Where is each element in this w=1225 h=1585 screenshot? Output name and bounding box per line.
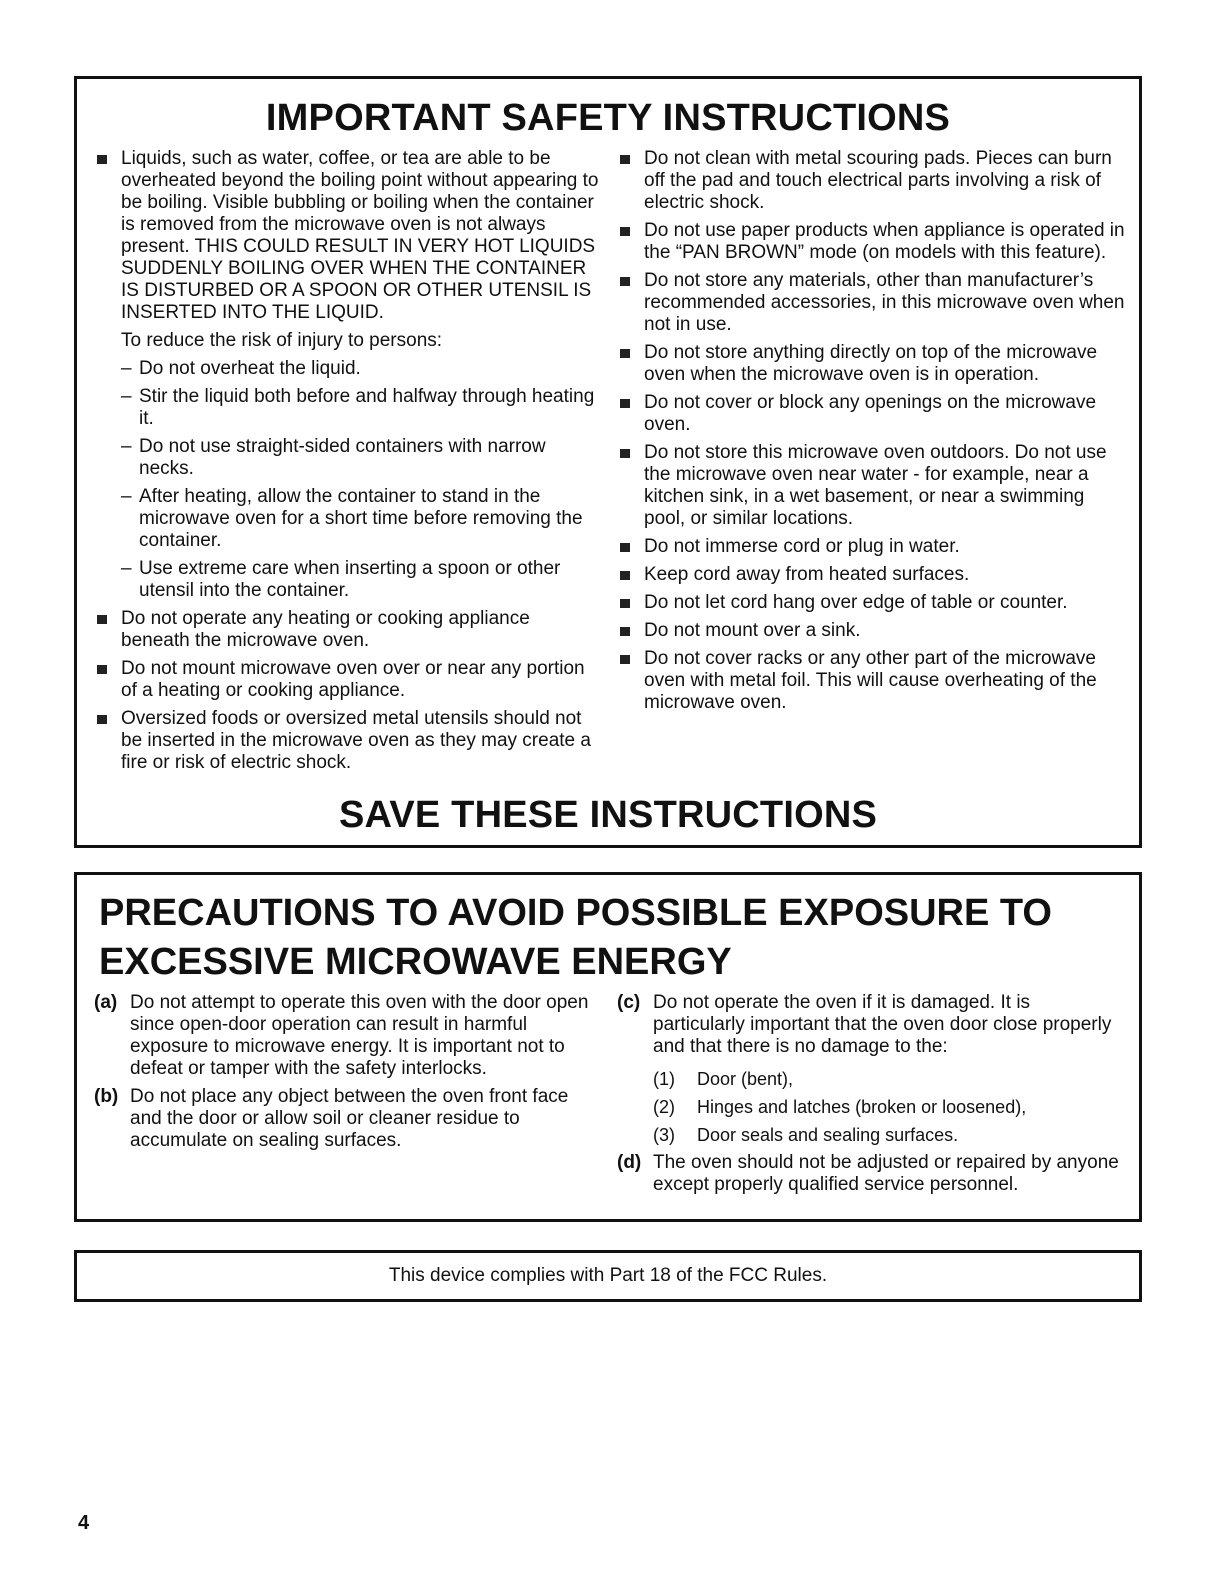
- safety-instructions-box: [74, 76, 1142, 848]
- precaution-item-c: (c) Do not operate the oven if it is damaged. It is particularly important that the oven door close properly and that there is no damage to the:: [617, 992, 1112, 1057]
- list-item: Do not use paper products when appliance is operated in the “PAN BROWN” mode (on models with this feature).: [617, 220, 1127, 264]
- list-item: Liquids, such as water, coffee, or tea are able to be overheated beyond the boiling point without appearing to be boiling. Visible bubbling or boiling when the container is removed from the microwave oven is not always present. THIS COULD RESULT IN VERY HOT LIQUIDS SUDDENLY BOILING OVER WHEN THE CONTAINER IS DISTURBED OR A SPOON OR OTHER UTENSIL IS INSERTED INTO THE LIQUID.: [94, 148, 599, 324]
- list-item: Do not mount over a sink.: [617, 620, 1127, 642]
- square-bullet-icon: [620, 599, 630, 608]
- fcc-notice-text: This device complies with Part 18 of the FCC Rules.: [388, 1265, 828, 1286]
- square-bullet-icon: [620, 227, 630, 236]
- square-bullet-icon: [97, 715, 107, 724]
- list-item: Do not store this microwave oven outdoors. Do not use the microwave oven near water - for example, near a kitchen sink, in a wet basement, or near a swimming pool, or similar locations.: [617, 442, 1127, 530]
- square-bullet-icon: [620, 399, 630, 408]
- dash-item: – Do not use straight-sided containers with narrow necks.: [121, 436, 546, 479]
- list-item: Do not immerse cord or plug in water.: [617, 536, 1127, 558]
- dash-item: – Do not overheat the liquid.: [121, 358, 361, 379]
- precautions-left-column: [94, 992, 594, 1158]
- damage-sub-item: (2) Hinges and latches (broken or loosened),: [653, 1097, 1027, 1117]
- square-bullet-icon: [620, 627, 630, 636]
- square-bullet-icon: [97, 615, 107, 624]
- list-item: Keep cord away from heated surfaces.: [617, 564, 1127, 586]
- list-item: Do not store any materials, other than manufacturer’s recommended accessories, in this microwave oven when not in use.: [617, 270, 1127, 336]
- precaution-item-a: (a) Do not attempt to operate this oven with the door open since open-door operation can result in harmful exposure to microwave energy. It is important not to defeat or tamper with the safety interlocks.: [94, 992, 589, 1079]
- save-instructions-title: SAVE THESE INSTRUCTIONS: [338, 794, 878, 836]
- precautions-box: [74, 872, 1142, 1222]
- list-item: Do not clean with metal scouring pads. Pieces can burn off the pad and touch electrical parts involving a risk of electric shock.: [617, 148, 1127, 214]
- page-number: 4: [78, 1512, 90, 1534]
- reduce-risk-text: To reduce the risk of injury to persons:: [121, 330, 443, 351]
- list-item: Do not cover or block any openings on the microwave oven.: [617, 392, 1127, 436]
- square-bullet-icon: [620, 571, 630, 580]
- precaution-item-d: (d) The oven should not be adjusted or repaired by anyone except properly qualified service personnel.: [617, 1152, 1119, 1195]
- safety-right-column: [617, 148, 1127, 720]
- precaution-item-b: (b) Do not place any object between the oven front face and the door or allow soil or cleaner residue to accumulate on sealing surfaces.: [94, 1086, 569, 1151]
- list-item: Do not operate any heating or cooking appliance beneath the microwave oven.: [94, 608, 599, 652]
- square-bullet-icon: [620, 155, 630, 164]
- square-bullet-icon: [620, 449, 630, 458]
- dash-item: – Use extreme care when inserting a spoon or other utensil into the container.: [121, 558, 561, 601]
- square-bullet-icon: [620, 543, 630, 552]
- square-bullet-icon: [620, 349, 630, 358]
- safety-title: IMPORTANT SAFETY INSTRUCTIONS: [265, 97, 951, 139]
- damage-sub-item: (1) Door (bent),: [653, 1069, 794, 1089]
- dash-item: – After heating, allow the container to stand in the microwave oven for a short time before removing the container.: [121, 486, 583, 551]
- square-bullet-icon: [620, 655, 630, 664]
- list-item: Do not store anything directly on top of the microwave oven when the microwave oven is in operation.: [617, 342, 1127, 386]
- square-bullet-icon: [97, 155, 107, 164]
- safety-left-column: [94, 148, 599, 780]
- square-bullet-icon: [97, 665, 107, 674]
- precautions-right-column: [617, 992, 1127, 1202]
- list-item: Oversized foods or oversized metal utensils should not be inserted in the microwave oven as they may create a fire or risk of electric shock.: [94, 708, 599, 774]
- list-item: Do not mount microwave oven over or near any portion of a heating or cooking appliance.: [94, 658, 599, 702]
- precautions-title: PRECAUTIONS TO AVOID POSSIBLE EXPOSURE TO EXCESSIVE MICROWAVE ENERGY: [99, 892, 1052, 983]
- list-item: Do not let cord hang over edge of table or counter.: [617, 592, 1127, 614]
- dash-item: – Stir the liquid both before and halfway through heating it.: [121, 386, 595, 429]
- damage-sub-item: (3) Door seals and sealing surfaces.: [653, 1125, 959, 1145]
- square-bullet-icon: [620, 277, 630, 286]
- fcc-notice-box: [74, 1250, 1142, 1302]
- list-item: Do not cover racks or any other part of the microwave oven with metal foil. This will cause overheating of the microwave oven.: [617, 648, 1127, 714]
